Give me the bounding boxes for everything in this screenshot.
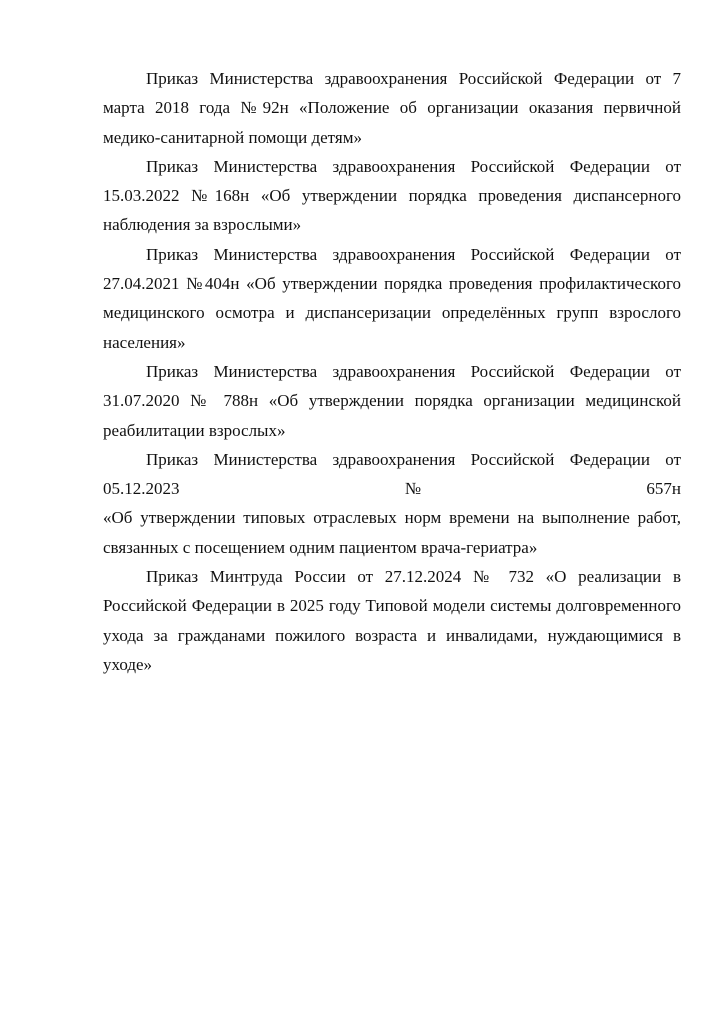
- order-paragraph-5-number-line: [103, 474, 681, 503]
- order-paragraph-4: Приказ Министерства здравоохранения Российской Федерации от 31.07.2020 № 788н «Об утверждении порядка организации медицинской реабилитации взрослых»: [103, 361, 681, 440]
- order-paragraph-5-line1: Приказ Министерства здравоохранения Российской Федерации от: [146, 449, 681, 469]
- order-paragraph-5-title: «Об утверждении типовых отраслевых норм времени на выполнение работ, связанных с посещением одним пациентом врача-гериатра»: [103, 508, 681, 557]
- order-paragraph-3: Приказ Министерства здравоохранения Российской Федерации от 27.04.2021 №404н «Об утверждении порядка проведения профилактического медицинского осмотра и диспансеризации определённых групп взрослого населения»: [103, 244, 681, 352]
- order-paragraph-5: [103, 445, 681, 562]
- order-paragraph-2: Приказ Министерства здравоохранения Российской Федерации от 15.03.2022 №168н «Об утверждении порядка проведения диспансерного наблюдения за взрослыми»: [103, 156, 681, 235]
- order-date: 05.12.2023: [103, 479, 180, 499]
- document-page: [103, 64, 681, 679]
- order-paragraph-1: Приказ Министерства здравоохранения Российской Федерации от 7 марта 2018 года №92н «Положение об организации оказания первичной медико-санитарной помощи детям»: [103, 69, 681, 147]
- number-sign: №: [404, 479, 422, 499]
- order-paragraph-6: Приказ Минтруда России от 27.12.2024 № 732 «О реализации в Российской Федерации в 2025 году Типовой модели системы долговременного ухода за гражданами пожилого возраста и инвалидами, нуждающимися в уходе»: [103, 567, 681, 674]
- order-number: 657н: [646, 479, 681, 499]
